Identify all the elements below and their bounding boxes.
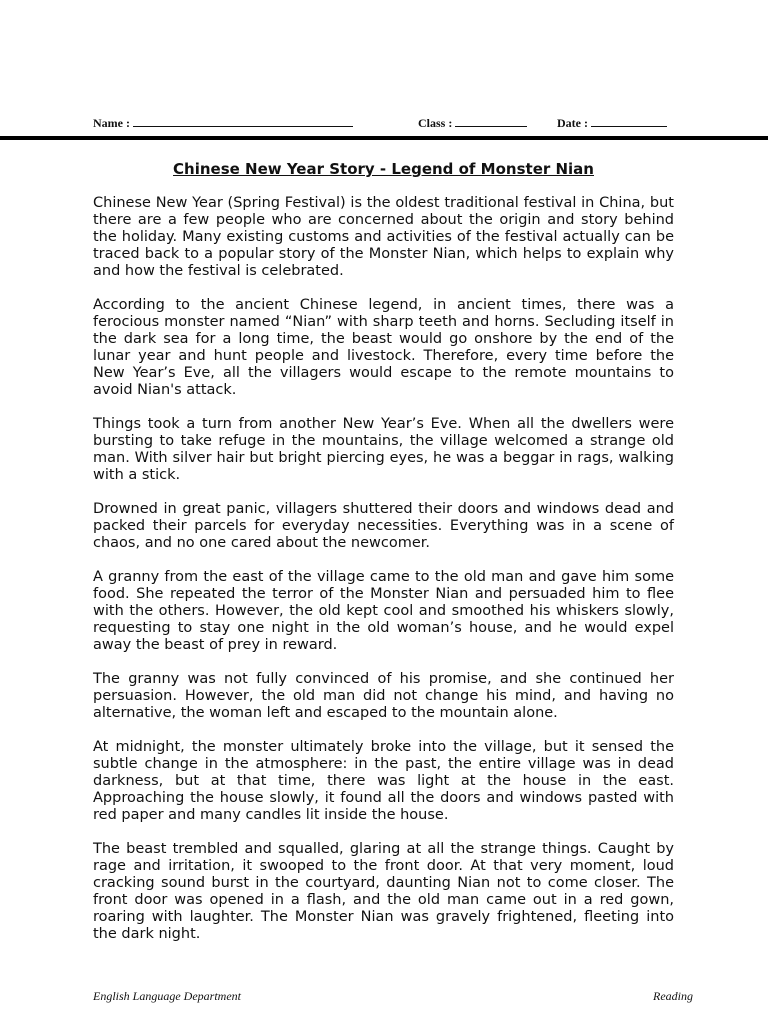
paragraph: According to the ancient Chinese legend, in ancient times, there was a ferocious monster named “Nian” with sharp teeth and horns. Secluding itself in the dark sea for a long time, the beast would go onshore by the end of the lunar year and hunt people and livestock. Therefore, every time before the New Year’s Eve, all the villagers would escape to the remote mountains to avoid Nian's attack.: [93, 297, 674, 398]
paragraph: At midnight, the monster ultimately broke into the village, but it sensed the subtle change in the atmosphere: in the past, the entire village was in dead darkness, but at that time, there was light at the house in the east. Approaching the house slowly, it found all the doors and windows pasted with red paper and many candles lit inside the house.: [93, 739, 674, 823]
class-blank-line[interactable]: [455, 115, 527, 127]
footer-subject: Reading: [653, 989, 693, 1003]
page-footer: [93, 989, 693, 1005]
class-field[interactable]: [418, 115, 527, 131]
story-body: [93, 195, 674, 960]
story-title: Chinese New Year Story - Legend of Monster Nian: [173, 160, 594, 178]
paragraph: The beast trembled and squalled, glaring at all the strange things. Caught by rage and irritation, it swooped to the front door. At that very moment, loud cracking sound burst in the courtyard, daunting Nian not to come closer. The front door was opened in a flash, and the old man came out in a red gown, roaring with laughter. The Monster Nian was gravely frightened, fleeting into the dark night.: [93, 841, 674, 942]
header-divider: [0, 136, 768, 140]
name-field[interactable]: [93, 115, 353, 131]
paragraph: Chinese New Year (Spring Festival) is the oldest traditional festival in China, but there are a few people who are concerned about the origin and story behind the holiday. Many existing customs and activities of the festival actually can be traced back to a popular story of the Monster Nian, which helps to explain why and how the festival is celebrated.: [93, 195, 674, 279]
name-label: Name :: [93, 116, 130, 130]
paragraph: Drowned in great panic, villagers shuttered their doors and windows dead and packed their parcels for everyday necessities. Everything was in a scene of chaos, and no one cared about the newcomer.: [93, 501, 674, 551]
date-field[interactable]: [557, 115, 667, 131]
name-blank-line[interactable]: [133, 115, 353, 127]
class-label: Class :: [418, 116, 453, 130]
paragraph: Things took a turn from another New Year’s Eve. When all the dwellers were bursting to take refuge in the mountains, the village welcomed a strange old man. With silver hair but bright piercing eyes, he was a beggar in rags, walking with a stick.: [93, 416, 674, 483]
paragraph: A granny from the east of the village came to the old man and gave him some food. She repeated the terror of the Monster Nian and persuaded him to flee with the others. However, the old kept cool and smoothed his whiskers slowly, requesting to stay one night in the old woman’s house, and he would expel away the beast of prey in reward.: [93, 569, 674, 653]
worksheet-header: [93, 115, 693, 133]
date-label: Date :: [557, 116, 588, 130]
footer-department: English Language Department: [93, 989, 241, 1003]
paragraph: The granny was not fully convinced of his promise, and she continued her persuasion. However, the old man did not change his mind, and having no alternative, the woman left and escaped to the mountain alone.: [93, 671, 674, 721]
date-blank-line[interactable]: [591, 115, 667, 127]
